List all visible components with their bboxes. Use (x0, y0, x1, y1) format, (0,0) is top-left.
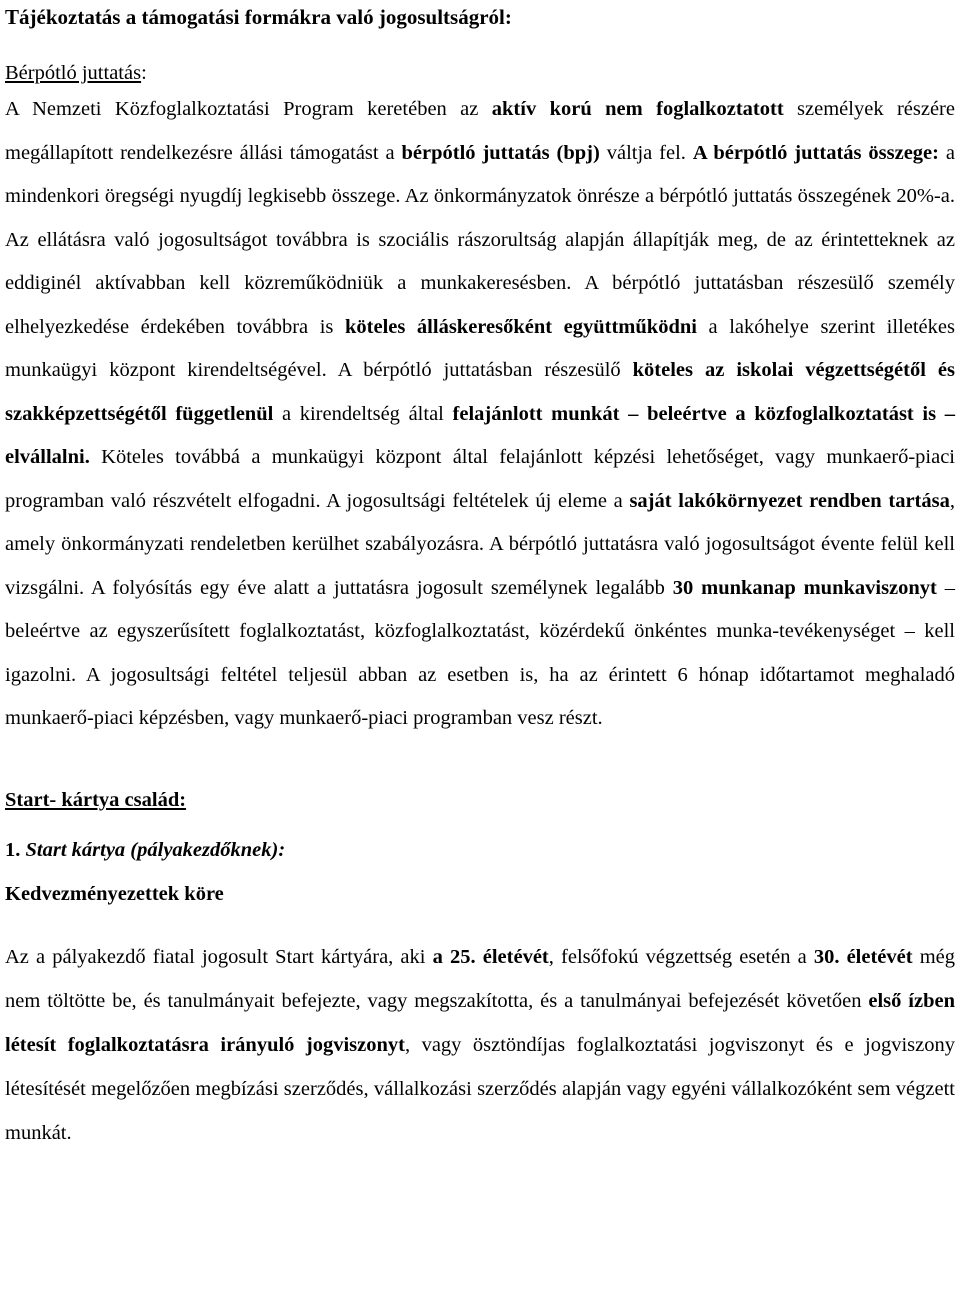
bpj-run: személyek részére megállapított rendelkezésre állási támogatást a (5, 98, 955, 164)
start-card-subheading (5, 835, 955, 865)
start-run: , vagy ösztöndíjas foglalkoztatási jogviszonyt és e jogviszony létesítését megelőzően megbízási szerződés, vállalkozási szerződés alapján vagy egyéni vállalkozóként sem végzett munkát. (5, 1034, 955, 1144)
start-run: , felsőfokú végzettség esetén a (548, 946, 814, 968)
bpj-bold-run: bérpótló juttatás (bpj) (401, 141, 600, 164)
bpj-bold-run: köteles az iskolai végzettségétől és szakképzettségétől függetlenül (5, 359, 955, 425)
bpj-paragraph (5, 88, 955, 741)
start-run: még nem töltötte be, és tanulmányait befejezte, vagy megszakította, és a tanulmányai befejezését követően (5, 946, 956, 1012)
bpj-heading-text: Bérpótló juttatás (5, 62, 142, 84)
start-bold-run: 30. életévét (813, 946, 913, 968)
start-heading-text: Start- kártya család: (5, 788, 187, 811)
bpj-bold-run: aktív korú nem foglalkoztatott (491, 98, 784, 120)
bpj-bold-run: felajánlott munkát – beleértve a közfoglalkoztatást is – elvállalni. (5, 402, 956, 468)
document-title: Tájékoztatás a támogatási formákra való jogosultságról: (5, 5, 512, 29)
start-card-paragraph (5, 935, 955, 1155)
bpj-run: – beleértve az egyszerűsített foglalkoztatást, közfoglalkoztatást, közérdekű önkéntes munka-tevékenységet – kell igazolni. A jogosultsági feltétel teljesül abban az esetben is, ha az érintett 6 hónap időtartamot meghaladó munkaerő-piaci képzésben, vagy munkaerő-piaci programban vesz részt. (5, 576, 956, 729)
bpj-run: a lakóhelye szerint illetékes munkaügyi központ kirendeltségével. A bérpótló juttatásban részesülő (5, 315, 955, 381)
start-bold-run: a 25. életévét (432, 946, 549, 968)
start-section-heading (5, 785, 955, 815)
bpj-bold-run: köteles álláskeresőként együttműködni (345, 315, 697, 338)
bpj-run: A Nemzeti Közfoglalkoztatási Program keretében az (5, 98, 492, 120)
start-card-title: Start kártya (pályakezdőknek): (25, 839, 286, 861)
start-run: Az a pályakezdő fiatal jogosult Start kártyára, aki (5, 946, 433, 968)
bpj-bold-run: 30 munkanap munkaviszonyt (672, 576, 937, 599)
start-card-number: 1. (5, 839, 21, 861)
bpj-bold-run: A bérpótló juttatás összege: (692, 141, 939, 164)
bpj-run: váltja fel. (599, 141, 693, 164)
bpj-run: , amely önkormányzati rendeletben kerülhet szabályozásra. A bérpótló juttatásra való jogosultságot évente felül kell vizsgálni. A folyósítás egy éve alatt a juttatásra jogosult személynek legalább (5, 489, 955, 599)
bpj-bold-run: saját lakókörnyezet rendben tartása (629, 489, 950, 512)
beneficiaries-heading: Kedvezményezettek köre (5, 883, 224, 905)
start-bold-run: első ízben létesít foglalkoztatásra irányuló jogviszonyt (5, 990, 956, 1056)
bpj-heading-colon: : (141, 62, 147, 84)
bpj-run: Köteles továbbá a munkaügyi központ által felajánlott képzési lehetőséget, vagy munkaerő-piaci programban való részvételt elfogadni. A jogosultsági feltételek új eleme a (5, 446, 955, 512)
bpj-section-heading (5, 58, 955, 88)
bpj-run: a kirendeltség által (273, 402, 453, 425)
bpj-run: a mindenkori öregségi nyugdíj legkisebb összege. Az önkormányzatok önrésze a bérpótló juttatás összegének 20%-a. Az ellátásra való jogosultságot továbbra is szociális rászorultság alapján állapítják meg, de az érintetteknek az eddiginél aktívabban kell közreműködniük a munkakeresésben. A bérpótló juttatásban részesülő személy elhelyezkedése érdekében továbbra is (5, 141, 955, 338)
